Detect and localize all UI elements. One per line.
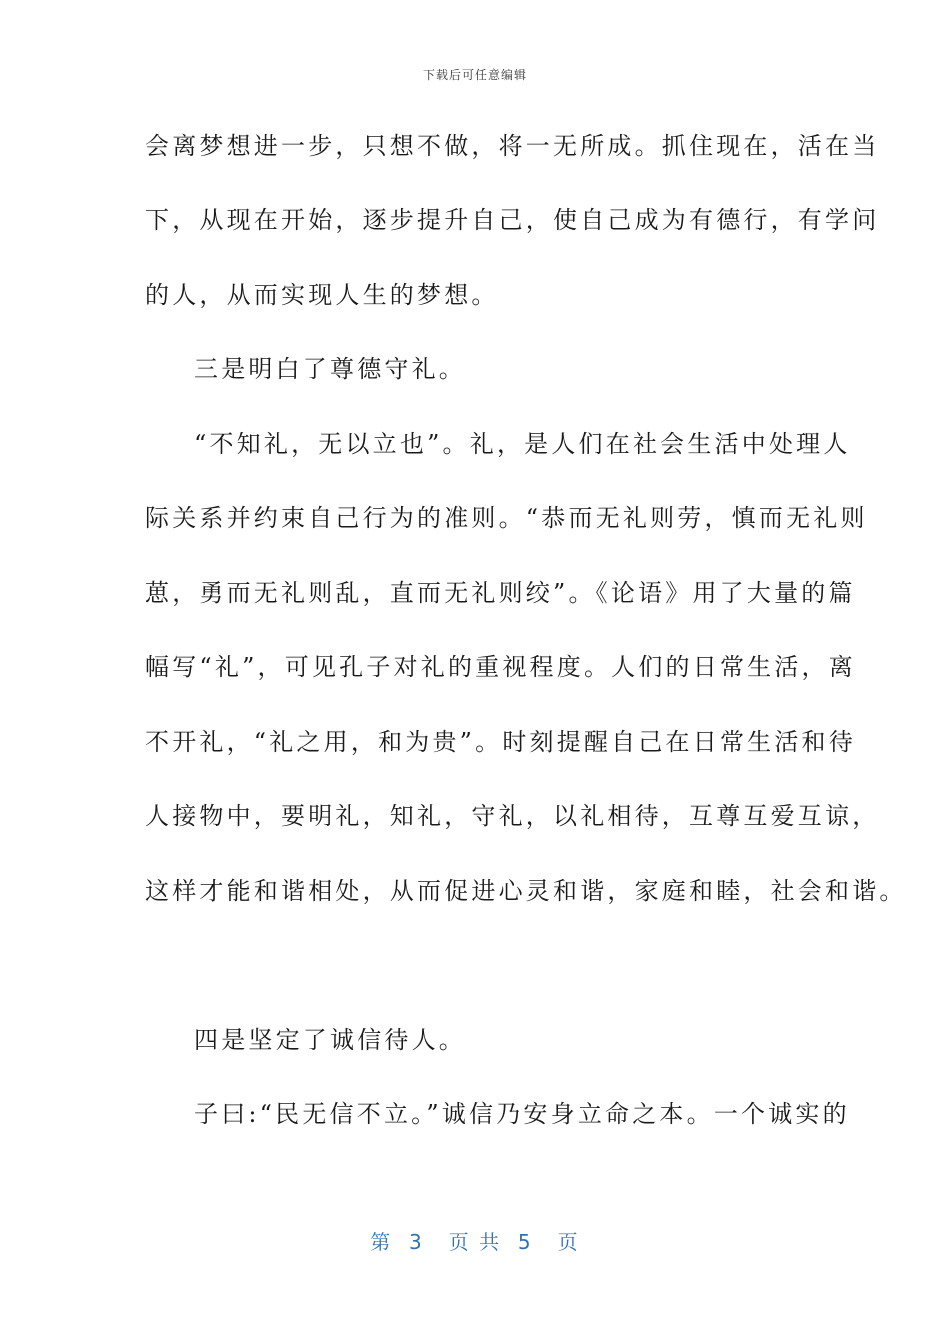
section-heading-4: 四是坚定了诚信待人。 <box>194 1026 466 1054</box>
body-line-6: 际关系并约束自己行为的准则。“恭而无礼则劳，慎而无礼则 <box>145 504 868 532</box>
page-header: 下载后可任意编辑 <box>422 68 527 82</box>
body-line-2: 下，从现在开始，逐步提升自己，使自己成为有德行，有学问 <box>145 206 880 234</box>
body-line-13: 子曰:“民无信不立。”诚信乃安身立命之本。一个诚实的 <box>194 1100 850 1128</box>
body-line-10: 人接物中，要明礼，知礼，守礼，以礼相待，互尊互爱互谅， <box>145 802 880 830</box>
body-line-5: “不知礼，无以立也”。礼，是人们在社会生活中处理人 <box>194 430 851 458</box>
body-line-9: 不开礼，“礼之用，和为贵”。时刻提醒自己在日常生活和待 <box>145 728 856 756</box>
body-line-3: 的人，从而实现人生的梦想。 <box>145 281 499 309</box>
section-heading-3: 三是明白了尊德守礼。 <box>194 355 466 383</box>
body-line-11: 这样才能和谐相处，从而促进心灵和谐，家庭和睦，社会和谐。 <box>145 877 907 905</box>
body-line-8: 幅写“礼”，可见孔子对礼的重视程度。人们的日常生活，离 <box>145 653 856 681</box>
body-line-1: 会离梦想进一步，只想不做，将一无所成。抓住现在，活在当 <box>145 132 880 160</box>
body-line-7: 葸，勇而无礼则乱，直而无礼则绞”。《论语》用了大量的篇 <box>145 579 856 607</box>
page-number: 第 3 页 共 5 页 <box>370 1230 580 1254</box>
